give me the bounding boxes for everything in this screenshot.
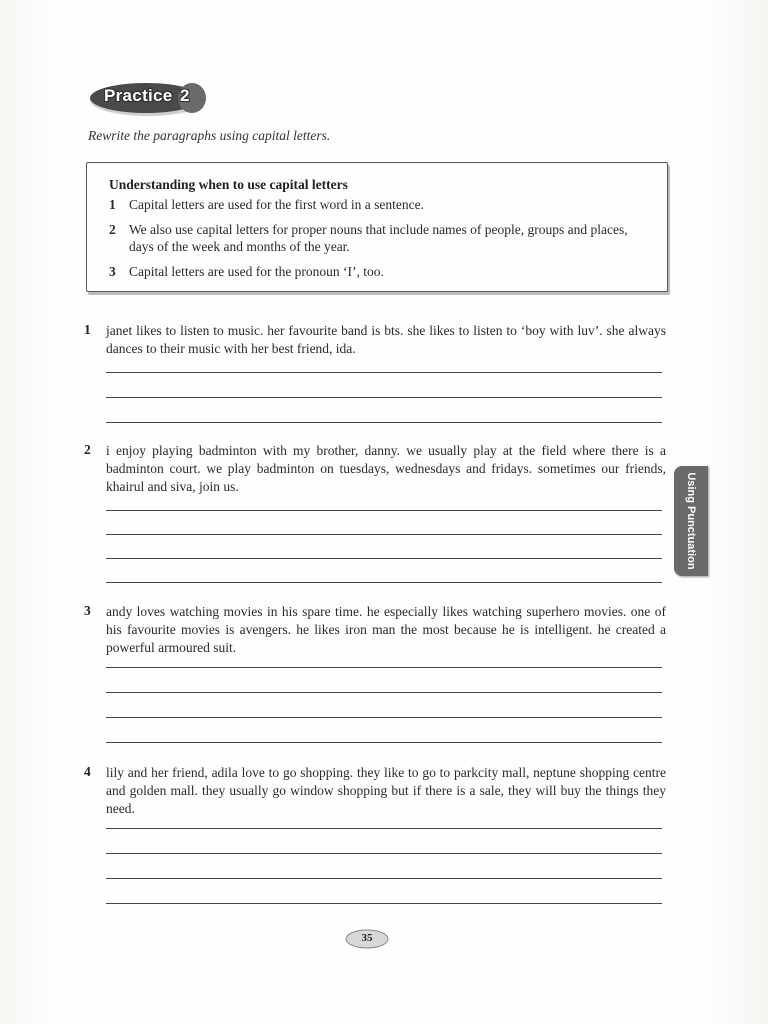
info-item-number: 3: [109, 264, 116, 279]
answer-line[interactable]: [106, 667, 662, 668]
info-box: [86, 162, 668, 292]
answer-line[interactable]: [106, 372, 662, 373]
answer-line[interactable]: [106, 534, 662, 535]
info-box-title: Understanding when to use capital letters: [109, 177, 348, 192]
practice-label: Practice: [104, 86, 173, 105]
question-text: i enjoy playing badminton with my brother, danny. we usually play at the field where there is a badminton court. we play badminton on tuesdays, wednesdays and fridays. sometimes our friends, khairul and siva, join us.: [106, 443, 666, 494]
answer-line[interactable]: [106, 903, 662, 904]
page-number: 35: [361, 932, 373, 944]
answer-line[interactable]: [106, 510, 662, 511]
answer-line[interactable]: [106, 422, 662, 423]
question-text: janet likes to listen to music. her favourite band is bts. she likes to listen to ‘boy with luv’. she always dances to their music with her best friend, ida.: [106, 323, 666, 356]
question-number: 2: [84, 442, 91, 457]
practice-number: 2: [180, 86, 190, 105]
instruction-text: Rewrite the paragraphs using capital letters.: [88, 128, 331, 143]
side-tab-label: Using Punctuation: [685, 472, 697, 570]
section-side-tab: [674, 466, 708, 576]
question-number: 4: [84, 764, 91, 779]
question-text: andy loves watching movies in his spare time. he especially likes watching superhero movies. one of his favourite movies is avengers. he likes iron man the most because he is intelligent. he created a powerful armoured suit.: [106, 604, 666, 655]
answer-line[interactable]: [106, 397, 662, 398]
answer-line[interactable]: [106, 582, 662, 583]
answer-line[interactable]: [106, 558, 662, 559]
answer-line[interactable]: [106, 878, 662, 879]
answer-line[interactable]: [106, 742, 662, 743]
question-number: 1: [84, 322, 91, 337]
answer-line[interactable]: [106, 692, 662, 693]
info-item-text: We also use capital letters for proper nouns that include names of people, groups and places, days of the week and months of the year.: [129, 222, 628, 254]
answer-line[interactable]: [106, 853, 662, 854]
info-item-number: 2: [109, 222, 116, 237]
info-item-text: Capital letters are used for the pronoun ‘I’, too.: [129, 264, 384, 279]
answer-line[interactable]: [106, 717, 662, 718]
info-item-text: Capital letters are used for the first word in a sentence.: [129, 197, 425, 212]
answer-line[interactable]: [106, 828, 662, 829]
practice-badge: [88, 80, 212, 118]
question-text: lily and her friend, adila love to go shopping. they like to go to parkcity mall, neptune shopping centre and golden mall. they usually go window shopping but if there is a sale, they will buy the things they need.: [106, 765, 666, 816]
page-number-badge: [344, 928, 390, 950]
question-number: 3: [84, 603, 91, 618]
info-item-number: 1: [109, 197, 116, 212]
